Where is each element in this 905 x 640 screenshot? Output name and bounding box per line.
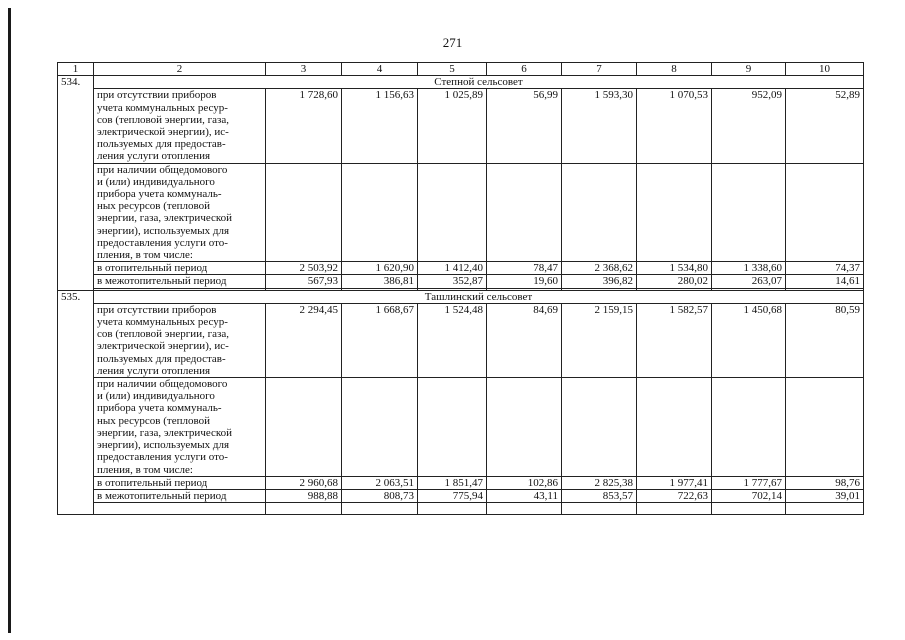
table-row <box>58 476 864 489</box>
value-cell: 352,87 <box>418 275 487 288</box>
value-cell: 56,99 <box>487 89 562 163</box>
description-line: прибора учета коммуналь- <box>97 188 222 201</box>
table-row <box>58 89 864 163</box>
description-line: энергии), используемых для <box>97 439 230 452</box>
value-cell <box>637 378 712 477</box>
value-cell <box>418 378 487 477</box>
section-header-row <box>58 76 864 89</box>
value-cell: 43,11 <box>487 489 562 502</box>
value-cell: 52,89 <box>786 89 864 163</box>
column-header: 4 <box>342 63 418 76</box>
spacer-cell <box>342 503 418 515</box>
value-cell: 80,59 <box>786 303 864 377</box>
value-cell: 1 338,60 <box>712 262 786 275</box>
description-line: при отсутствии приборов <box>97 89 217 102</box>
description-line: пользуемых для предостав- <box>97 138 226 151</box>
column-header: 10 <box>786 63 864 76</box>
description-line: ных ресурсов (тепловой <box>97 414 210 427</box>
value-cell: 396,82 <box>562 275 637 288</box>
column-header-row <box>58 63 864 76</box>
table-row <box>58 489 864 502</box>
section-number: 535. <box>58 290 94 514</box>
value-cell: 2 960,68 <box>266 476 342 489</box>
description-line: энергии, газа, электрической <box>97 426 233 439</box>
value-cell: 386,81 <box>342 275 418 288</box>
value-cell: 2 825,38 <box>562 476 637 489</box>
column-header: 7 <box>562 63 637 76</box>
description-line: ления услуги отопления <box>97 150 211 163</box>
value-cell: 263,07 <box>712 275 786 288</box>
value-cell: 19,60 <box>487 275 562 288</box>
value-cell <box>342 163 418 262</box>
description-line: учета коммунальных ресур- <box>97 101 228 114</box>
value-cell: 722,63 <box>637 489 712 502</box>
spacer-cell <box>637 503 712 515</box>
table-row <box>58 163 864 262</box>
value-cell: 2 368,62 <box>562 262 637 275</box>
table-row <box>58 262 864 275</box>
value-cell: 78,47 <box>487 262 562 275</box>
value-cell: 1 728,60 <box>266 89 342 163</box>
description-line: электрической энергии), ис- <box>97 126 229 139</box>
row-description <box>94 378 266 477</box>
description-line: сов (тепловой энергии, газа, <box>97 328 229 341</box>
tariff-table <box>57 62 864 515</box>
value-cell <box>562 378 637 477</box>
value-cell: 280,02 <box>637 275 712 288</box>
spacer-cell <box>487 503 562 515</box>
description-line: в межотопительный период <box>97 275 227 288</box>
description-line: и (или) индивидуального <box>97 390 215 403</box>
value-cell: 102,86 <box>487 476 562 489</box>
value-cell: 2 159,15 <box>562 303 637 377</box>
value-cell: 1 977,41 <box>637 476 712 489</box>
row-description <box>94 89 266 163</box>
description-line: энергии), используемых для <box>97 224 230 237</box>
description-line: пления, в том числе: <box>97 463 193 476</box>
description-line: сов (тепловой энергии, газа, <box>97 113 229 126</box>
value-cell: 2 063,51 <box>342 476 418 489</box>
value-cell <box>637 163 712 262</box>
description-line: энергии, газа, электрической <box>97 212 233 225</box>
value-cell <box>712 163 786 262</box>
description-line: пользуемых для предостав- <box>97 352 226 365</box>
spacer-cell <box>712 503 786 515</box>
value-cell: 1 851,47 <box>418 476 487 489</box>
value-cell <box>487 378 562 477</box>
spacer-cell <box>418 503 487 515</box>
value-cell: 14,61 <box>786 275 864 288</box>
description-line: ных ресурсов (тепловой <box>97 200 210 213</box>
column-header: 5 <box>418 63 487 76</box>
spacer-cell <box>786 503 864 515</box>
value-cell <box>342 378 418 477</box>
table-body <box>58 63 864 515</box>
row-description <box>94 262 266 275</box>
value-cell <box>786 163 864 262</box>
description-line: в межотопительный период <box>97 489 227 502</box>
description-line: электрической энергии), ис- <box>97 340 229 353</box>
value-cell: 1 412,40 <box>418 262 487 275</box>
page-number: 271 <box>442 35 463 50</box>
value-cell: 74,37 <box>786 262 864 275</box>
value-cell: 1 450,68 <box>712 303 786 377</box>
spacer-cell <box>94 503 266 515</box>
column-header: 8 <box>637 63 712 76</box>
value-cell: 98,76 <box>786 476 864 489</box>
column-header: 1 <box>58 63 94 76</box>
value-cell <box>712 378 786 477</box>
value-cell <box>418 163 487 262</box>
description-line: предоставления услуги ото- <box>97 236 228 249</box>
value-cell: 84,69 <box>487 303 562 377</box>
table-row <box>58 378 864 477</box>
value-cell <box>266 378 342 477</box>
value-cell: 567,93 <box>266 275 342 288</box>
value-cell: 39,01 <box>786 489 864 502</box>
row-description <box>94 303 266 377</box>
section-title: Ташлинский сельсовет <box>94 290 864 303</box>
description-line: предоставления услуги ото- <box>97 451 228 464</box>
value-cell: 1 025,89 <box>418 89 487 163</box>
value-cell <box>487 163 562 262</box>
description-line: учета коммунальных ресур- <box>97 316 228 329</box>
row-description <box>94 489 266 502</box>
value-cell: 1 620,90 <box>342 262 418 275</box>
section-title: Степной сельсовет <box>94 76 864 89</box>
spacer-row <box>58 503 864 515</box>
value-cell: 1 534,80 <box>637 262 712 275</box>
value-cell: 988,88 <box>266 489 342 502</box>
row-description <box>94 163 266 262</box>
description-line: пления, в том числе: <box>97 249 193 262</box>
value-cell: 1 777,67 <box>712 476 786 489</box>
value-cell: 1 593,30 <box>562 89 637 163</box>
column-header: 9 <box>712 63 786 76</box>
description-line: при наличии общедомового <box>97 163 228 176</box>
table-row <box>58 275 864 288</box>
value-cell: 775,94 <box>418 489 487 502</box>
spacer-cell <box>266 503 342 515</box>
spacer-cell <box>562 503 637 515</box>
column-header: 3 <box>266 63 342 76</box>
description-line: в отопительный период <box>97 476 208 489</box>
description-line: в отопительный период <box>97 262 208 275</box>
description-line: и (или) индивидуального <box>97 175 215 188</box>
value-cell: 1 524,48 <box>418 303 487 377</box>
value-cell: 702,14 <box>712 489 786 502</box>
column-header: 6 <box>487 63 562 76</box>
description-line: при наличии общедомового <box>97 378 228 391</box>
section-number: 534. <box>58 76 94 290</box>
value-cell: 2 503,92 <box>266 262 342 275</box>
value-cell: 808,73 <box>342 489 418 502</box>
value-cell: 853,57 <box>562 489 637 502</box>
row-description <box>94 275 266 288</box>
value-cell: 952,09 <box>712 89 786 163</box>
column-header: 2 <box>94 63 266 76</box>
value-cell <box>562 163 637 262</box>
value-cell: 1 070,53 <box>637 89 712 163</box>
value-cell: 1 582,57 <box>637 303 712 377</box>
value-cell <box>266 163 342 262</box>
row-description <box>94 476 266 489</box>
value-cell: 1 668,67 <box>342 303 418 377</box>
description-line: ления услуги отопления <box>97 364 211 377</box>
value-cell: 1 156,63 <box>342 89 418 163</box>
description-line: при отсутствии приборов <box>97 303 217 316</box>
value-cell <box>786 378 864 477</box>
value-cell: 2 294,45 <box>266 303 342 377</box>
description-line: прибора учета коммуналь- <box>97 402 222 415</box>
table-row <box>58 303 864 377</box>
section-header-row <box>58 290 864 303</box>
scan-edge-line <box>8 8 11 633</box>
